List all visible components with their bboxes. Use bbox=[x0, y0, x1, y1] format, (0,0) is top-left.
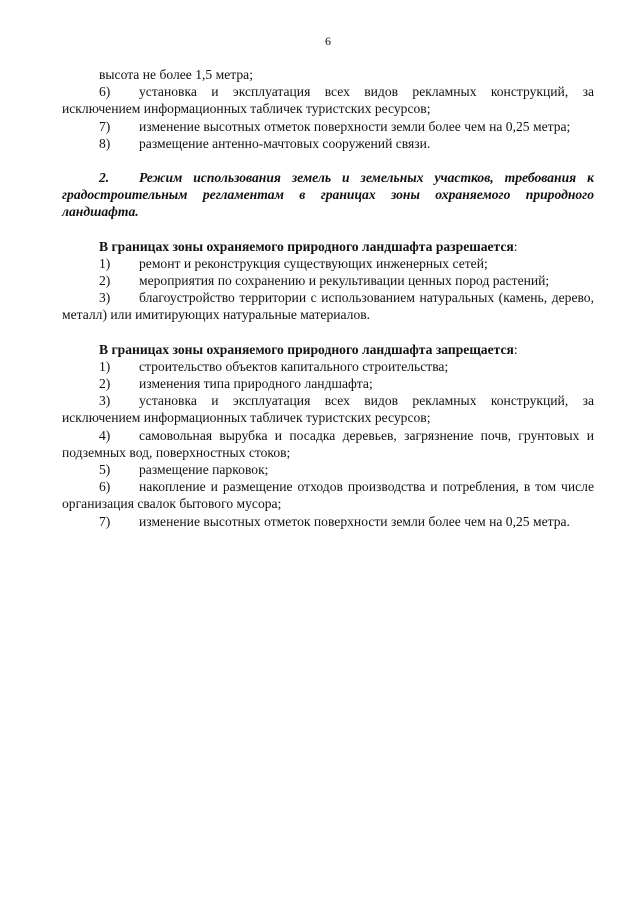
forbidden-heading bbox=[62, 341, 594, 358]
list-item bbox=[62, 289, 594, 323]
item-number: 1) bbox=[99, 358, 111, 374]
item-text: благоустройство территории с использованием натуральных (камень, дерево, металл) или имитирующих натуральные материалов. bbox=[62, 290, 594, 323]
document-page bbox=[62, 34, 594, 530]
item-text: изменение высотных отметок поверхности земли более чем на 0,25 метра. bbox=[139, 513, 570, 529]
page-number: 6 bbox=[325, 34, 331, 48]
item-text: строительство объектов капитального строительства; bbox=[139, 358, 449, 374]
item-text: накопление и размещение отходов производства и потребления, в том числе организация свалок бытового мусора; bbox=[62, 479, 594, 512]
item-number: 5) bbox=[99, 462, 111, 478]
allowed-heading-text: В границах зоны охраняемого природного ландшафта разрешается bbox=[99, 238, 514, 254]
list-item bbox=[62, 478, 594, 512]
list-item bbox=[62, 427, 594, 461]
list-item bbox=[62, 118, 594, 135]
item-number: 8) bbox=[99, 135, 111, 151]
list-item bbox=[62, 83, 594, 117]
list-item bbox=[62, 358, 594, 375]
item-text: самовольная вырубка и посадка деревьев, загрязнение почв, грунтовых и подземных вод, поверхностных стоков; bbox=[62, 427, 594, 460]
list-item bbox=[62, 513, 594, 530]
allowed-heading bbox=[62, 238, 594, 255]
item-number: 2) bbox=[99, 376, 111, 392]
item-number: 3) bbox=[99, 290, 111, 306]
item-text: изменения типа природного ландшафта; bbox=[139, 376, 373, 392]
allowed-block bbox=[62, 238, 594, 324]
section-number: 2. bbox=[99, 170, 110, 186]
list-item bbox=[62, 375, 594, 392]
item-number: 2) bbox=[99, 273, 111, 289]
item-number: 1) bbox=[99, 255, 111, 271]
list-item bbox=[62, 461, 594, 478]
list-item bbox=[62, 255, 594, 272]
forbidden-block bbox=[62, 341, 594, 530]
item-text: мероприятия по сохранению и рекультивации ценных пород растений; bbox=[139, 273, 550, 289]
forbidden-heading-text: В границах зоны охраняемого природного ландшафта запрещается bbox=[99, 341, 514, 357]
list-item bbox=[62, 135, 594, 152]
section-heading bbox=[62, 169, 594, 221]
forbidden-heading-colon: : bbox=[513, 341, 518, 357]
item-text: размещение антенно-мачтовых сооружений связи. bbox=[139, 135, 431, 151]
list-a bbox=[62, 83, 594, 152]
item-text: установка и эксплуатация всех видов рекламных конструкций, за исключением информационных табличек туристских ресурсов; bbox=[62, 393, 594, 426]
allowed-heading-colon: : bbox=[513, 238, 518, 254]
item-number: 6) bbox=[99, 479, 111, 495]
item-text: размещение парковок; bbox=[139, 462, 269, 478]
section-title: Режим использования земель и земельных участков, требования к градостроительным регламентам в границах зоны охраняемого природного ландшафта. bbox=[62, 170, 594, 220]
item-text: изменение высотных отметок поверхности земли более чем на 0,25 метра; bbox=[139, 118, 571, 134]
item-text: ремонт и реконструкция существующих инженерных сетей; bbox=[139, 255, 488, 271]
item-number: 4) bbox=[99, 427, 111, 443]
item-text: установка и эксплуатация всех видов рекламных конструкций, за исключением информационных табличек туристских ресурсов; bbox=[62, 84, 594, 117]
list-item bbox=[62, 272, 594, 289]
continuation-line: высота не более 1,5 метра; bbox=[99, 67, 253, 82]
item-number: 6) bbox=[99, 84, 111, 100]
item-number: 7) bbox=[99, 513, 111, 529]
item-number: 3) bbox=[99, 393, 111, 409]
list-item bbox=[62, 392, 594, 426]
item-number: 7) bbox=[99, 118, 111, 134]
